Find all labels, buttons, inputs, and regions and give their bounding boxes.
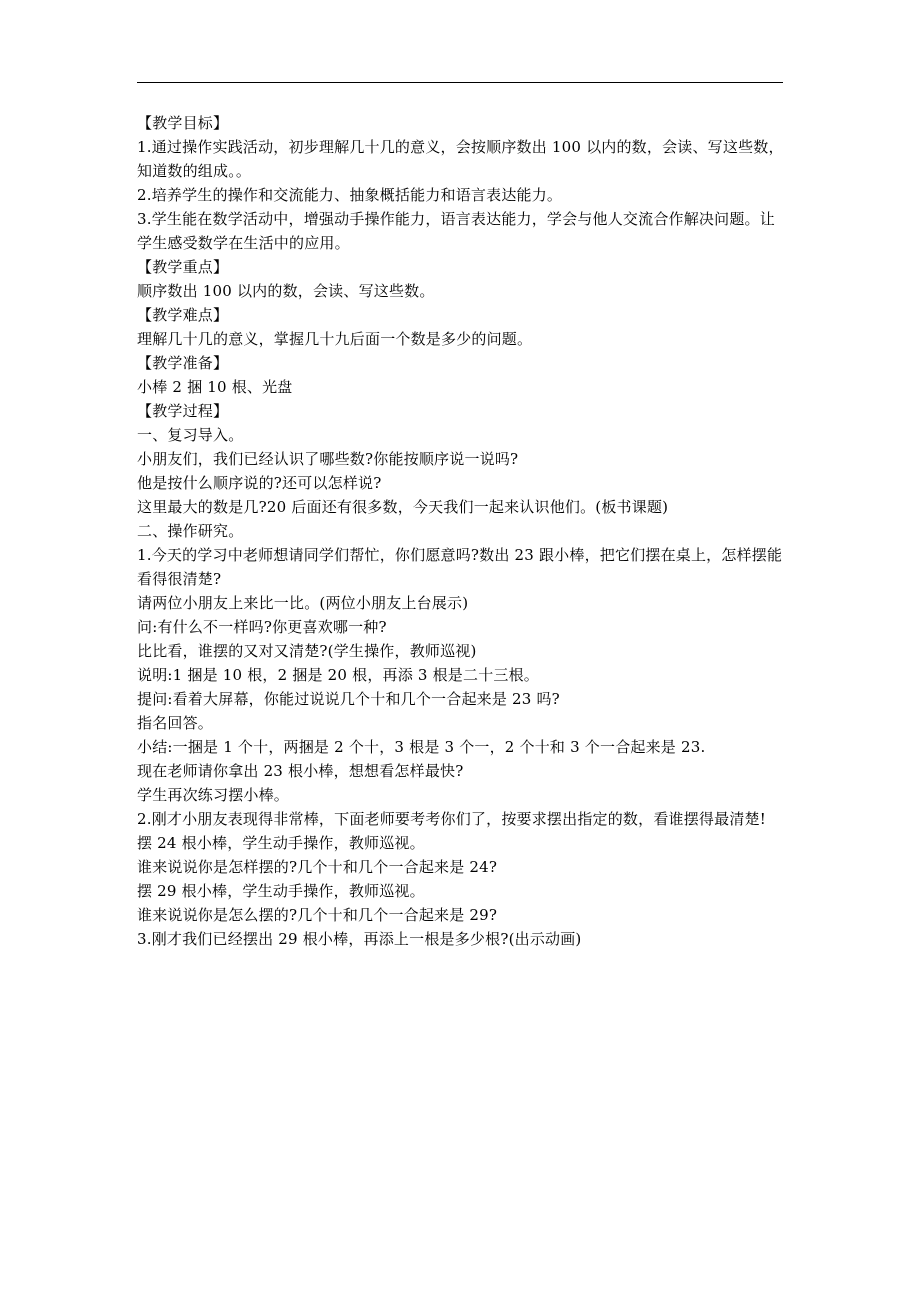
paragraph-line: 摆 29 根小棒，学生动手操作，教师巡视。 [137, 882, 425, 900]
subsection-heading: 二、操作研究。 [137, 522, 244, 540]
paragraph-line: 小结:一捆是 1 个十，两捆是 2 个十，3 根是 3 个一，2 个十和 3 个一合起来是 23. [137, 738, 706, 756]
paragraph-line: 这里最大的数是几?20 后面还有很多数，今天我们一起来认识他们。(板书课题) [137, 498, 669, 516]
paragraph-line: 指名回答。 [137, 714, 214, 732]
paragraph-line: 理解几十几的意义，掌握几十九后面一个数是多少的问题。 [137, 330, 533, 348]
section-heading-key-points: 【教学重点】 [137, 258, 229, 276]
paragraph-line: 请两位小朋友上来比一比。(两位小朋友上台展示) [137, 594, 469, 612]
document-body [137, 111, 787, 951]
paragraph-line: 2.培养学生的操作和交流能力、抽象概括能力和语言表达能力。 [137, 186, 563, 204]
paragraph-line: 提问:看着大屏幕，你能过说说几个十和几个一合起来是 23 吗? [137, 690, 560, 708]
paragraph-line: 谁来说说你是怎么摆的?几个十和几个一合起来是 29? [137, 906, 498, 924]
paragraph-line: 现在老师请你拿出 23 根小棒，想想看怎样最快? [137, 762, 464, 780]
paragraph-line: 小朋友们，我们已经认识了哪些数?你能按顺序说一说吗? [137, 450, 519, 468]
paragraph-line: 2.刚才小朋友表现得非常棒，下面老师要考考你们了，按要求摆出指定的数，看谁摆得最清楚! [137, 810, 766, 828]
paragraph-line: 小棒 2 捆 10 根、光盘 [137, 378, 293, 396]
paragraph-line: 摆 24 根小棒，学生动手操作，教师巡视。 [137, 834, 425, 852]
paragraph-line: 谁来说说你是怎样摆的?几个十和几个一合起来是 24? [137, 858, 498, 876]
paragraph-line: 他是按什么顺序说的?还可以怎样说? [137, 474, 382, 492]
section-heading-difficulties: 【教学难点】 [137, 306, 229, 324]
paragraph-line: 3.学生能在数学活动中，增强动手操作能力，语言表达能力，学会与他人交流合作解决问题。让学生感受数学在生活中的应用。 [137, 210, 775, 252]
paragraph-line: 1.今天的学习中老师想请同学们帮忙，你们愿意吗?数出 23 跟小棒，把它们摆在桌上，怎样摆能看得很清楚? [137, 546, 783, 588]
section-heading-preparation: 【教学准备】 [137, 354, 229, 372]
header-divider [137, 82, 783, 83]
paragraph-line: 1.通过操作实践活动，初步理解几十几的意义，会按顺序数出 100 以内的数，会读、写这些数，知道数的组成。。 [137, 138, 784, 180]
paragraph-line: 顺序数出 100 以内的数，会读、写这些数。 [137, 282, 435, 300]
paragraph-line: 3.刚才我们已经摆出 29 根小棒，再添上一根是多少根?(出示动画) [137, 930, 582, 948]
subsection-heading: 一、复习导入。 [137, 426, 244, 444]
paragraph-line: 比比看，谁摆的又对又清楚?(学生操作，教师巡视) [137, 642, 477, 660]
paragraph-line: 问:有什么不一样吗?你更喜欢哪一种? [137, 618, 387, 636]
paragraph-line: 说明:1 捆是 10 根，2 捆是 20 根，再添 3 根是二十三根。 [137, 666, 540, 684]
section-heading-process: 【教学过程】 [137, 402, 229, 420]
paragraph-line: 学生再次练习摆小棒。 [137, 786, 290, 804]
section-heading-objectives: 【教学目标】 [137, 114, 229, 132]
